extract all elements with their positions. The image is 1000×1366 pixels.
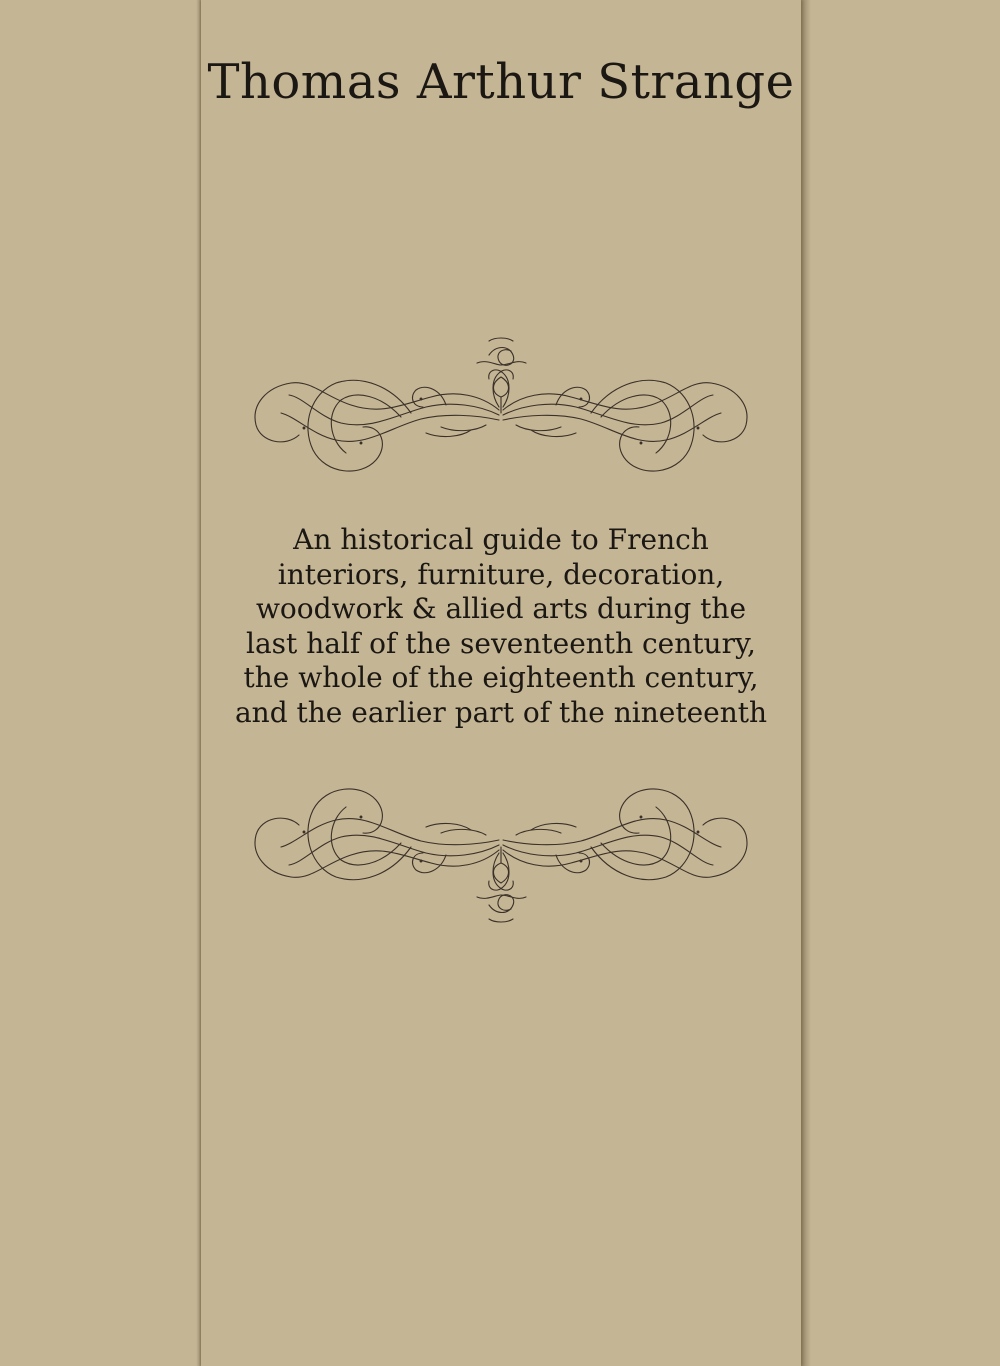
- panel-right-edge: [801, 0, 811, 1366]
- flourish-top-icon: [241, 335, 761, 485]
- cover-panel: [201, 0, 801, 1366]
- author-name: Thomas Arthur Strange: [207, 54, 795, 110]
- book-title: An historical guide to French interiors, furniture, decoration, woodwork & allied arts during the last half of the seventeenth century, the whole of the eighteenth century, and the earlier part of the nineteenth: [234, 523, 768, 729]
- flourish-bottom-icon: [241, 775, 761, 925]
